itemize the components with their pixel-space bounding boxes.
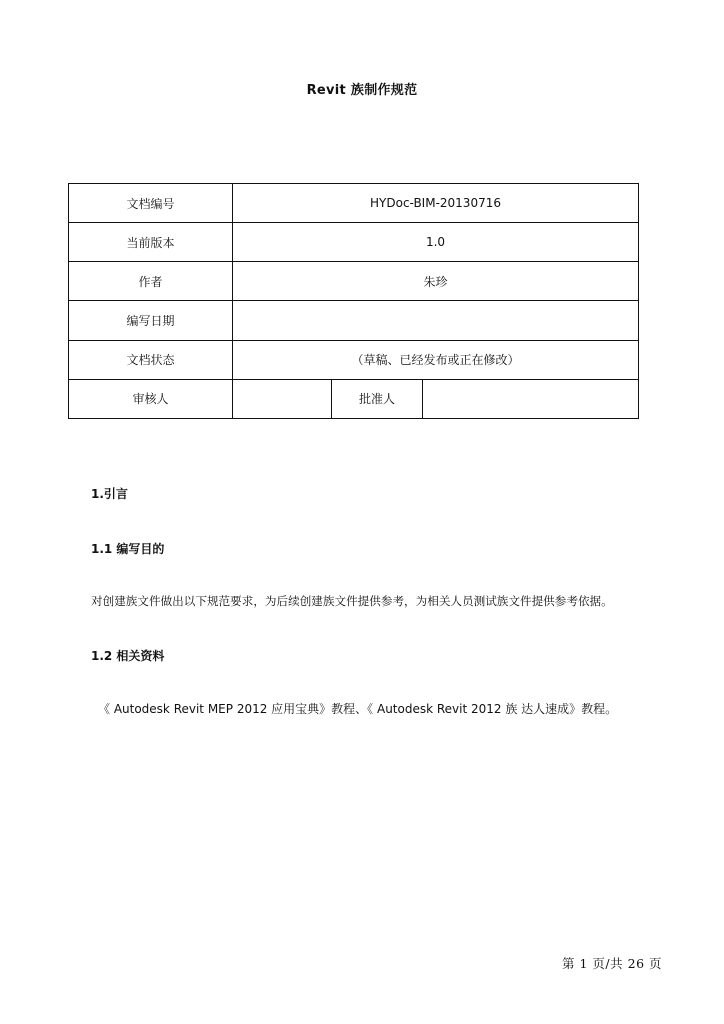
- author-label: 作者: [69, 262, 233, 301]
- version-label: 当前版本: [69, 223, 233, 262]
- reviewer-label: 审核人: [69, 379, 233, 418]
- date-value: [233, 301, 639, 340]
- doc-number-label: 文档编号: [69, 184, 233, 223]
- status-label: 文档状态: [69, 340, 233, 379]
- purpose-paragraph: 对创建族文件做出以下规范要求，为后续创建族文件提供参考，为相关人员测试族文件提供参考依据。: [91, 594, 613, 608]
- table-row: [69, 184, 639, 223]
- page-number: 第 1 页/共 26 页: [562, 956, 662, 971]
- doc-number-value: HYDoc-BIM-20130716: [233, 184, 639, 223]
- table-row: [69, 223, 639, 262]
- table-row: [69, 301, 639, 340]
- table-row: [69, 262, 639, 301]
- references-heading: 1.2 相关资料: [91, 649, 165, 663]
- author-value: 朱珍: [233, 262, 639, 301]
- reviewer-value: [233, 379, 332, 418]
- document-title: Revit 族制作规范: [306, 83, 418, 98]
- document-info-table: [68, 183, 639, 419]
- references-paragraph: 《 Autodesk Revit MEP 2012 应用宝典》教程、《 Autodesk Revit 2012 族 达人速成》教程。: [98, 702, 618, 716]
- approver-label: 批准人: [332, 379, 423, 418]
- table-row: [69, 379, 639, 418]
- intro-heading: 1.引言: [91, 487, 128, 501]
- table-row: [69, 340, 639, 379]
- version-value: 1.0: [233, 223, 639, 262]
- approver-value: [423, 379, 639, 418]
- date-label: 编写日期: [69, 301, 233, 340]
- purpose-heading: 1.1 编写目的: [91, 542, 165, 556]
- status-value: （草稿、已经发布或正在修改）: [233, 340, 639, 379]
